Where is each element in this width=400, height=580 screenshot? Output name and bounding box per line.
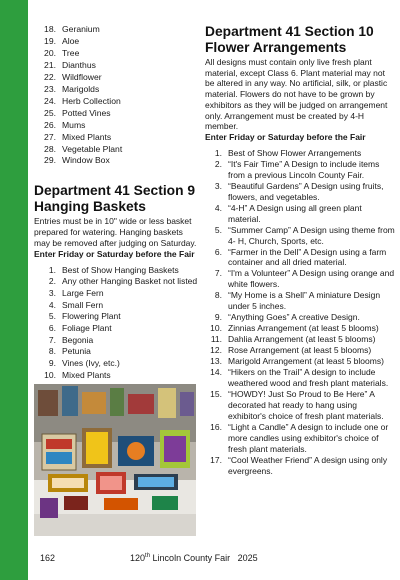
list-item (34, 288, 200, 300)
list-item (205, 356, 395, 367)
item-text: Large Fern (62, 287, 104, 298)
item-number: 3. (214, 180, 222, 191)
item-text: Window Box (62, 155, 110, 166)
list-item (34, 72, 200, 84)
list-item (34, 60, 200, 72)
list-item (34, 370, 200, 382)
item-number: 3. (48, 287, 56, 298)
item-text: “It's Fair Time” A Design to include items from a previous Lincoln County Fair. (228, 158, 380, 180)
exhibit-photo-illustration (34, 384, 196, 536)
item-text: Mixed Plants (62, 369, 111, 380)
item-number: 19. (44, 35, 56, 46)
list-item (34, 144, 200, 156)
item-text: Vines (Ivy, etc.) (62, 358, 120, 369)
item-number: 7. (214, 268, 222, 279)
item-text: Vegetable Plant (62, 143, 123, 154)
item-number: 9. (48, 358, 56, 369)
item-text: “Hikers on the Trail” A design to include weathered wood and fresh plant materials. (228, 366, 389, 388)
item-text: Small Fern (62, 299, 104, 310)
item-text: Begonia (62, 334, 94, 345)
list-item (205, 148, 395, 159)
item-number: 16. (210, 421, 222, 432)
section10-title-line1: Department 41 Section 10 (205, 24, 374, 39)
item-number: 9. (214, 312, 222, 323)
list-item (34, 155, 200, 167)
list-item (205, 225, 395, 247)
item-number: 28. (44, 143, 56, 154)
side-accent-bar (0, 0, 28, 580)
item-text: Any other Hanging Basket not listed (62, 276, 198, 287)
item-number: 12. (210, 345, 222, 356)
list-item (205, 367, 395, 389)
list-item (34, 36, 200, 48)
item-text: “I'm a Volunteer” A Design using orange and white flowers. (228, 268, 395, 290)
item-number: 6. (214, 246, 222, 257)
list-item (205, 290, 395, 312)
item-text: Zinnias Arrangement (at least 5 blooms) (228, 323, 379, 334)
item-text: Best of Show Hanging Baskets (62, 264, 179, 275)
footer-fair-name-year: Lincoln County Fair 2025 (150, 553, 258, 563)
item-text: Wildflower (62, 71, 102, 82)
list-item (205, 312, 395, 323)
section10-intro: All designs must contain only live fresh plant material, except Class 6. Plant material may not be altered in any way. No artificial, silk, or plastic material. Flowers do not have to be grown by exhibitors as they will be judged on arrangement only. Arrangement must be created by 4-H member. (205, 57, 388, 132)
item-number: 18. (44, 24, 56, 34)
item-number: 10. (210, 323, 222, 334)
list-item (205, 334, 395, 345)
item-number: 26. (44, 119, 56, 130)
page-number: 162 (40, 553, 56, 563)
item-number: 7. (48, 334, 56, 345)
list-item (205, 389, 395, 422)
item-number: 11. (210, 334, 222, 345)
section10-title-line2: Flower Arrangements (205, 40, 347, 55)
item-text: Mixed Plants (62, 131, 112, 142)
list-item (34, 84, 200, 96)
item-text: Mums (62, 119, 86, 130)
item-number: 27. (44, 131, 56, 142)
item-text: Geranium (62, 24, 100, 34)
list-item (34, 120, 200, 132)
item-number: 6. (48, 323, 56, 334)
item-text: Aloe (62, 35, 80, 46)
list-item (34, 108, 200, 120)
item-number: 25. (44, 107, 56, 118)
item-number: 1. (214, 147, 222, 158)
item-number: 10. (44, 369, 56, 380)
item-number: 20. (44, 47, 56, 58)
item-text: Best of Show Flower Arrangements (228, 147, 362, 158)
item-text: Potted Vines (62, 107, 111, 118)
item-number: 15. (210, 388, 222, 399)
section10-entry-time: Enter Friday or Saturday before the Fair (205, 131, 366, 142)
item-text: Foliage Plant (62, 323, 112, 334)
list-item (205, 159, 395, 181)
section9-class-list (34, 265, 200, 394)
list-item (205, 345, 395, 356)
item-text: “My Home is a Shell” A miniature Design under 5 inches. (228, 290, 381, 312)
list-item (34, 358, 200, 370)
footer-edition-number: 120 (130, 553, 146, 563)
item-text: Tree (62, 47, 80, 58)
list-item (205, 422, 395, 455)
list-item (34, 276, 200, 288)
section9-heading (34, 183, 200, 215)
right-column (205, 24, 395, 477)
section10-class-list (205, 148, 395, 477)
item-number: 5. (214, 224, 222, 235)
list-item (34, 323, 200, 335)
list-item (34, 132, 200, 144)
item-number: 8. (48, 346, 56, 357)
item-text: “HOWDY! Just So Proud to Be Here” A decorated hat ready to hang using exhibitor's choice of fresh plant materials. (228, 388, 384, 421)
item-number: 4. (214, 202, 222, 213)
left-column (34, 24, 200, 393)
item-number: 14. (210, 366, 222, 377)
item-text: “Cool Weather Friend” A design using only evergreens. (228, 454, 388, 476)
item-text: “Summer Camp” A Design using theme from 4- H, Church, Sports, etc. (228, 224, 395, 246)
item-text: Rose Arrangement (at least 5 blooms) (228, 345, 372, 356)
footer-title (130, 553, 258, 563)
list-item (34, 346, 200, 358)
item-text: “Light a Candle” A design to include one or more candles using exhibitor's choice of fresh plant materials. (228, 421, 389, 454)
item-number: 17. (210, 454, 222, 465)
item-number: 1. (48, 264, 56, 275)
list-item (34, 48, 200, 60)
list-item (205, 268, 395, 290)
item-text: Petunia (62, 346, 91, 357)
item-number: 4. (48, 299, 56, 310)
item-text: Marigold Arrangement (at least 5 blooms) (228, 356, 384, 367)
list-item (205, 181, 395, 203)
footer-ordinal-suffix: th (145, 553, 151, 559)
item-text: “Farmer in the Dell” A Design using a farm container and all dried material. (228, 246, 387, 268)
item-text: Dianthus (62, 59, 96, 70)
fair-exhibit-photo (34, 384, 196, 536)
section9-title-line2: Hanging Baskets (34, 199, 146, 215)
section10-heading (205, 24, 395, 56)
item-text: “Anything Goes” A creative Design. (228, 312, 360, 323)
item-number: 21. (44, 59, 56, 70)
item-text: Dahlia Arrangement (at least 5 blooms) (228, 334, 376, 345)
item-text: Marigolds (62, 83, 100, 94)
list-item (205, 323, 395, 334)
list-item (205, 455, 395, 477)
list-item (34, 265, 200, 277)
item-number: 8. (214, 290, 222, 301)
section9-title-line1: Department 41 Section 9 (34, 183, 196, 199)
item-text: Herb Collection (62, 95, 121, 106)
list-item (34, 24, 200, 36)
item-text: “4-H” A Design using all green plant material. (228, 202, 362, 224)
list-item (34, 311, 200, 323)
item-number: 2. (214, 158, 222, 169)
item-number: 13. (210, 356, 222, 367)
item-text: Flowering Plant (62, 311, 121, 322)
section9-entry-time: Enter Friday or Saturday before the Fair (34, 248, 195, 259)
continued-plant-list (34, 24, 200, 167)
section9-intro: Entries must be in 10" wide or less basket prepared for watering. Hanging baskets may be removed after judging on Saturday. (34, 216, 197, 248)
list-item (34, 335, 200, 347)
item-number: 22. (44, 71, 56, 82)
list-item (34, 300, 200, 312)
list-item (205, 247, 395, 269)
list-item (34, 96, 200, 108)
item-number: 2. (48, 276, 56, 287)
item-number: 5. (48, 311, 56, 322)
item-number: 29. (44, 155, 56, 166)
list-item (205, 203, 395, 225)
item-number: 24. (44, 95, 56, 106)
item-text: “Beautiful Gardens” A Design using fruits, flowers, and vegetables. (228, 180, 384, 202)
item-number: 23. (44, 83, 56, 94)
